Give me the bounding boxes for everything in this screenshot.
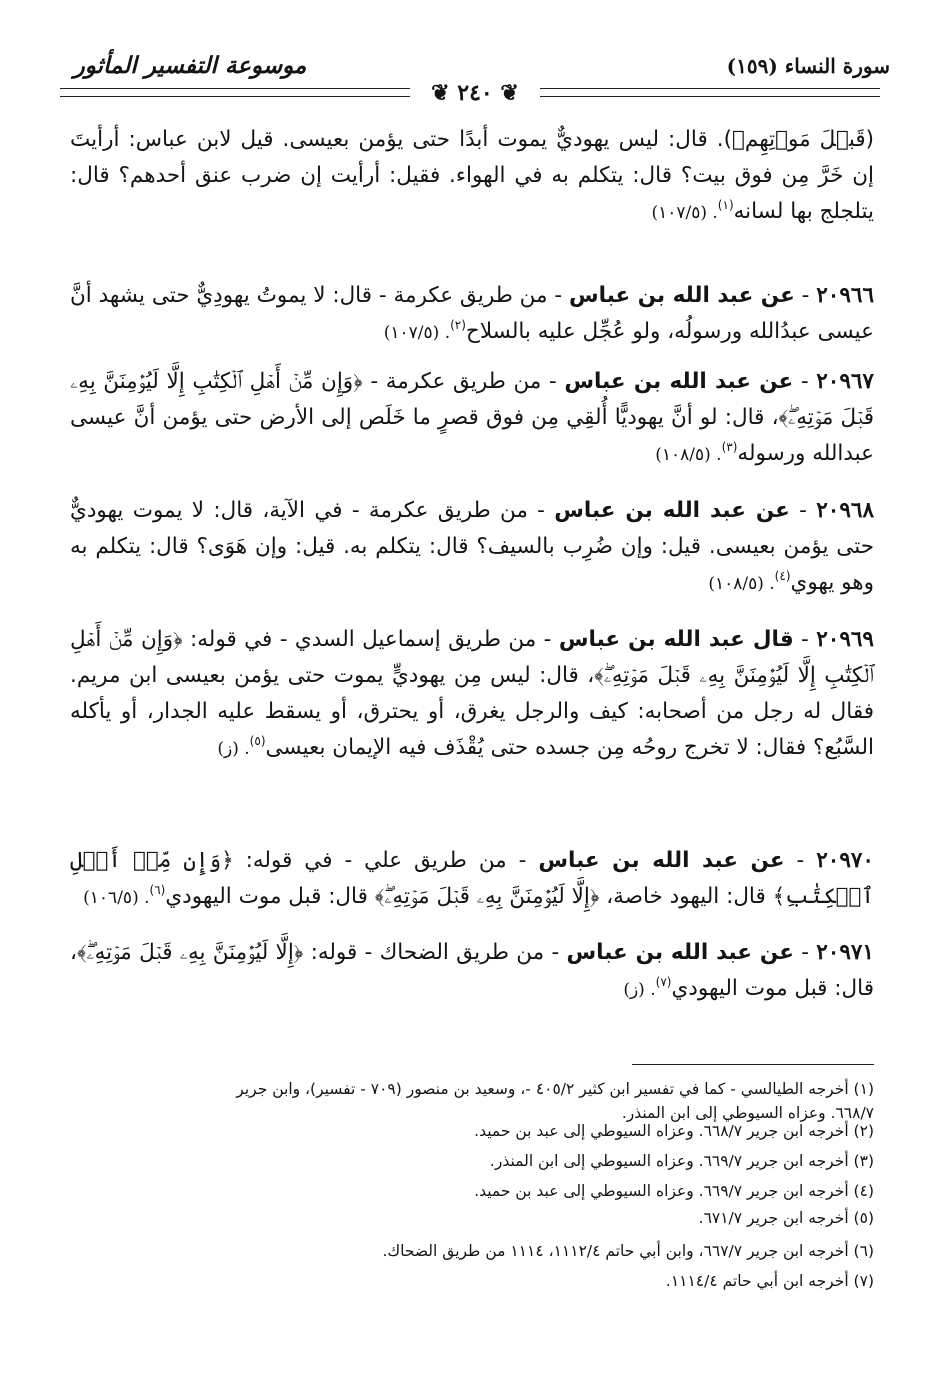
narrator-name: عن عبد الله بن عباس [569, 283, 795, 308]
narrator-name: قال عبد الله بن عباس [558, 627, 794, 652]
paragraph-text: قال: قبل موت اليهودي [165, 884, 368, 909]
paragraph: ٢٠٩٦٩ - قال عبد الله بن عباس - من طريق إسماعيل السدي - في قوله: ﴿وَإِن مِّنۡ أَهۡلِ ٱلۡكِتَٰبِ إِلَّا لَيُؤۡمِنَنَّ بِهِۦ قَبۡلَ مَوۡتِهِۦۖ﴾، قال: ليس مِن يهوديٍّ يموت حتى يؤمن بعيسى ابن مريم. فقال له رجل من أصحابه: كيف والرجل يغرق، أو يحترق، أو يسقط عليه الجدار، أو يأكله السَّبُع؟ فقال: لا تخرج روحُه مِن جسده حتى يُقْذَف فيه الإيمان بعيسى$^{(٥)}$. (ز) [70, 627, 874, 760]
source-reference: . (١٠٧/٥) [383, 323, 451, 343]
book-title: موسوعة التفسير المأثور [73, 52, 307, 79]
hadith-number: ٢٠٩٦٦ [816, 283, 874, 308]
source-reference: . (١٠٨/٥) [708, 574, 775, 594]
quran-quote: ﴿وَإِن مِّنۡ أَهۡلِ ٱلۡكِتَٰبِ إِلَّا لَيُؤۡمِنَنَّ بِهِۦ قَبۡلَ مَوۡتِهِۦۖ﴾ [70, 627, 874, 688]
hadith-number: ٢٠٩٦٨ [816, 498, 874, 523]
paragraph: ٢٠٩٧١ - عن عبد الله بن عباس - من طريق الضحاك - قوله: ﴿إِلَّا لَيُؤۡمِنَنَّ بِهِۦ قَبۡلَ مَوۡتِهِۦۖ﴾، قال: قبل موت اليهودي$^{(٧)}$. (ز) [70, 940, 874, 1001]
paragraph: ٢٠٩٦٧ - عن عبد الله بن عباس - من طريق عكرمة - ﴿وَإِن مِّنۡ أَهۡلِ ٱلۡكِتَٰبِ إِلَّا لَيُؤۡمِنَنَّ بِهِۦ قَبۡلَ مَوۡتِهِۦۖ﴾، قال: لو أنَّ يهوديًّا أُلقِي مِن فوق قصرٍ ما خَلَص إلى الأرض حتى يؤمن أنَّ عيسى عبدالله ورسوله$^{(٣)}$. (١٠٨/٥) [70, 369, 874, 466]
footnote: (٣) أخرجه ابن جرير ٦٦٩/٧. وعزاه السيوطي إلى ابن المنذر. [489, 1152, 874, 1170]
paragraph: ٢٠٩٧٠ - عن عبد الله بن عباس - من طريق علي - في قوله: ﴿وَإِن مِّنۡ أَهۡلِ ٱلۡكِتَٰبِ﴾ قال: اليهود خاصة، ﴿إِلَّا لَيُؤۡمِنَنَّ بِهِۦ قَبۡلَ مَوۡتِهِۦۖ﴾ قال: قبل موت اليهودي$^{(٦)}$. (١٠٦/٥) [70, 848, 874, 909]
footnote-marker: (٢) [450, 318, 466, 332]
hadith-number: ٢٠٩٦٩ [816, 627, 874, 652]
quran-quote: ﴿وَإِن مِّنۡ أَهۡلِ ٱلۡكِتَٰبِ﴾ [70, 848, 874, 909]
paragraph-text: ، قال: لو أنَّ يهوديًّا أُلقِي مِن فوق قصرٍ ما خَلَص إلى الأرض حتى يؤمن أنَّ عيسى عبدالله ورسوله [70, 405, 874, 466]
narrator-name: عن عبد الله بن عباس [566, 940, 794, 965]
footnote: (٤) أخرجه ابن جرير ٦٦٩/٧. وعزاه السيوطي إلى عبد بن حميد. [474, 1182, 874, 1200]
paragraph-text: - من طريق الضحاك - قوله: [310, 940, 560, 965]
paragraph-text: ، قال: ليس مِن يهوديٍّ يموت حتى يؤمن بعيسى ابن مريم. فقال له رجل من أصحابه: كيف والرجل يغرق، أو يحترق، أو يسقط عليه الجدار، أو يأكله السَّبُع؟ فقال: لا تخرج روحُه مِن جسده حتى يُقْذَف فيه الإيمان بعيسى [70, 663, 874, 760]
footnote: (٦) أخرجه ابن جرير ٦٦٧/٧، وابن أبي حاتم ١١١٢/٤، ١١١٤ من طريق الضحاك. [382, 1242, 874, 1260]
source-reference: . (١٠٧/٥) [651, 203, 718, 223]
paragraph-text: (قَبۡلَ مَوۡتِهِمۡ). قال: ليس يهوديٌّ يموت أبدًا حتى يؤمن بعيسى. قيل لابن عباس: أرأيتَ إن خَرَّ مِن فوق بيت؟ قال: يتكلم به في الهواء. فقيل: أرأيت إن ضرب عنق أحدهم؟ قال: يتلجلج بها لسانه [70, 127, 874, 224]
paragraph-text: - من طريق عكرمة - في الآية، قال: لا يموت يهوديٌّ حتى يؤمن بعيسى. قيل: وإن ضُرِب بالسيف؟ قال: يتكلم به. قيل: وإن هَوَى؟ قال: يتكلم به وهو يهوي [70, 498, 874, 595]
hadith-number: ٢٠٩٦٧ [816, 369, 874, 394]
paragraph-text: - من طريق عكرمة - [370, 369, 557, 394]
paragraph: ٢٠٩٦٨ - عن عبد الله بن عباس - من طريق عكرمة - في الآية، قال: لا يموت يهوديٌّ حتى يؤمن بعيسى. قيل: وإن ضُرِب بالسيف؟ قال: يتكلم به. قيل: وإن هَوَى؟ قال: يتكلم به وهو يهوي$^{(٤)}$. (١٠٨/٥) [70, 498, 874, 595]
hadith-number: ٢٠٩٧٠ [816, 848, 874, 873]
paragraph-text: ، قال: قبل موت اليهودي [70, 940, 874, 1001]
page-number: ❦ ٢٤٠ ❦ [410, 80, 540, 106]
footnote-marker: (٧) [655, 975, 672, 989]
source-reference: . (ز) [217, 739, 250, 759]
paragraph-text: قال: اليهود خاصة، [606, 884, 766, 909]
footnote: (١) أخرجه الطيالسي - كما في تفسير ابن كثير ٤٠٥/٢ -، وسعيد بن منصور (٧٠٩ - تفسير)، وابن جرير [236, 1080, 874, 1098]
source-reference: . (١٠٨/٥) [655, 445, 722, 465]
footnote: (٢) أخرجه ابن جرير ٦٦٨/٧. وعزاه السيوطي إلى عبد بن حميد. [474, 1122, 874, 1140]
paragraph-text: - من طريق عكرمة - قال: لا يموتُ يهودِيٌّ حتى يشهد أنَّ عيسى عبدُالله ورسولُه، ولو عُجِّل عليه بالسلاح [70, 283, 874, 344]
quran-quote: ﴿إِلَّا لَيُؤۡمِنَنَّ بِهِۦ قَبۡلَ مَوۡتِهِۦۖ﴾ [374, 884, 600, 909]
narrator-name: عن عبد الله بن عباس [538, 848, 785, 873]
source-reference: . (ز) [623, 980, 656, 1000]
hadith-number: ٢٠٩٧١ [816, 940, 874, 965]
narrator-name: عن عبد الله بن عباس [554, 498, 790, 523]
footnote: (٥) أخرجه ابن جرير ٦٧١/٧. [698, 1209, 874, 1227]
footnote: (٧) أخرجه ابن أبي حاتم ١١١٤/٤. [665, 1272, 874, 1290]
footnote: ٦٦٨/٧. وعزاه السيوطي إلى ابن المنذر. [621, 1104, 874, 1122]
paragraph: ٢٠٩٦٦ - عن عبد الله بن عباس - من طريق عكرمة - قال: لا يموتُ يهودِيٌّ حتى يشهد أنَّ عيسى عبدُالله ورسولُه، ولو عُجِّل عليه بالسلاح$^{(٢)}$. (١٠٧/٥) [70, 283, 874, 344]
footnote-marker: (١) [717, 198, 734, 212]
source-reference: . (١٠٦/٥) [83, 888, 150, 908]
quran-quote: ﴿وَإِن مِّنۡ أَهۡلِ ٱلۡكِتَٰبِ إِلَّا لَيُؤۡمِنَنَّ بِهِۦ قَبۡلَ مَوۡتِهِۦۖ﴾ [70, 369, 874, 430]
footnote-separator [632, 1064, 874, 1065]
footnote-marker: (٥) [249, 734, 266, 748]
footnote-marker: (٣) [721, 440, 738, 454]
paragraph-text: - من طريق علي - في قوله: [245, 848, 527, 873]
footnote-marker: (٤) [774, 569, 791, 583]
surah-title: سورة النساء (١٥٩) [726, 54, 890, 78]
footnote-marker: (٦) [149, 883, 166, 897]
quran-quote: ﴿إِلَّا لَيُؤۡمِنَنَّ بِهِۦ قَبۡلَ مَوۡتِهِۦۖ﴾ [76, 940, 304, 965]
narrator-name: عن عبد الله بن عباس [564, 369, 794, 394]
paragraph-text: - من طريق إسماعيل السدي - في قوله: [190, 627, 552, 652]
paragraph [70, 122, 874, 232]
